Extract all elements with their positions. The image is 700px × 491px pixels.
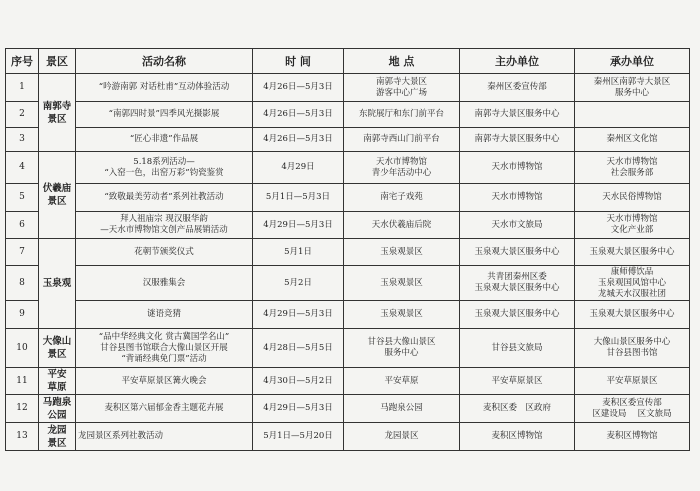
table-row — [6, 368, 690, 395]
host-unit: 甘谷县文旅局 — [460, 329, 575, 368]
activity-time: 4月29日 — [253, 152, 344, 184]
activity-time: 4月29日—5月3日 — [253, 212, 344, 239]
row-number: 5 — [6, 184, 39, 212]
activity-place: 南郭寺大景区 游客中心广场 — [344, 74, 460, 102]
header-row — [6, 49, 690, 74]
activity-time: 4月29日—5月3日 — [253, 395, 344, 423]
table-row — [6, 128, 690, 152]
activity-name: “品中华经典文化 赏古冀国学名山” 甘谷县图书馆联合大像山景区开展 “背诵经典免门票”活动 — [76, 329, 253, 368]
activity-place: 天水伏羲庙后院 — [344, 212, 460, 239]
organizer-unit: 秦州区文化馆 — [575, 128, 690, 152]
scenic-area: 南郭寺 景区 — [39, 74, 76, 152]
activity-time: 4月26日—5月3日 — [253, 102, 344, 128]
row-number: 3 — [6, 128, 39, 152]
activity-place: 马跑泉公园 — [344, 395, 460, 423]
activity-name: 谜语竞猜 — [76, 301, 253, 329]
activity-time: 5月2日 — [253, 266, 344, 301]
header-no: 序号 — [6, 49, 39, 74]
table-row — [6, 301, 690, 329]
table-row — [6, 329, 690, 368]
activity-place: 南宅子戏苑 — [344, 184, 460, 212]
organizer-unit: 麦积区委宣传部 区建设局 区文旅局 — [575, 395, 690, 423]
activity-time: 5月1日 — [253, 239, 344, 266]
organizer-unit: 康师傅饮品 玉泉观国风馆中心 龙城天水汉服社团 — [575, 266, 690, 301]
header-organizer: 承办单位 — [575, 49, 690, 74]
row-number: 4 — [6, 152, 39, 184]
row-number: 10 — [6, 329, 39, 368]
table-row — [6, 239, 690, 266]
host-unit: 平安草原景区 — [460, 368, 575, 395]
activity-place: 龙园景区 — [344, 423, 460, 451]
organizer-unit: 玉泉观大景区服务中心 — [575, 239, 690, 266]
organizer-unit: 秦州区南郭寺大景区 服务中心 — [575, 74, 690, 102]
host-unit: 天水市博物馆 — [460, 152, 575, 184]
host-unit: 玉泉观大景区服务中心 — [460, 239, 575, 266]
activity-name: 5.18系列活动— “入窑一色，出窑万彩”钧瓷鉴赏 — [76, 152, 253, 184]
row-number: 13 — [6, 423, 39, 451]
table-row — [6, 423, 690, 451]
organizer-unit: 天水市博物馆 文化产业部 — [575, 212, 690, 239]
activity-place: 甘谷县大像山景区 服务中心 — [344, 329, 460, 368]
organizer-unit: 麦积区博物馆 — [575, 423, 690, 451]
table-row — [6, 184, 690, 212]
activity-name: 花朝节颁奖仪式 — [76, 239, 253, 266]
activity-name: “南郭四时景”四季风光摄影展 — [76, 102, 253, 128]
row-number: 8 — [6, 266, 39, 301]
activity-place: 玉泉观景区 — [344, 301, 460, 329]
scenic-area: 马跑泉 公园 — [39, 395, 76, 423]
activity-place: 天水市博物馆 青少年活动中心 — [344, 152, 460, 184]
scenic-area: 伏羲庙 景区 — [39, 152, 76, 239]
host-unit: 南郭寺大景区服务中心 — [460, 128, 575, 152]
row-number: 11 — [6, 368, 39, 395]
header-activity: 活动名称 — [76, 49, 253, 74]
activity-time: 4月28日—5月5日 — [253, 329, 344, 368]
scenic-area: 玉泉观 — [39, 239, 76, 329]
table-row — [6, 102, 690, 128]
activity-name: 麦积区第六届郁金香主题花卉展 — [76, 395, 253, 423]
activity-place: 南郭寺西山门前平台 — [344, 128, 460, 152]
table-row — [6, 212, 690, 239]
organizer-unit: 大像山景区服务中心 甘谷县图书馆 — [575, 329, 690, 368]
table-row — [6, 395, 690, 423]
header-host: 主办单位 — [460, 49, 575, 74]
header-time: 时 间 — [253, 49, 344, 74]
row-number: 12 — [6, 395, 39, 423]
activity-name: 拜人祖庙宗 现汉服华韵 —天水市博物馆文创产品展销活动 — [76, 212, 253, 239]
table-row — [6, 266, 690, 301]
host-unit: 天水市博物馆 — [460, 184, 575, 212]
activity-place: 玉泉观景区 — [344, 266, 460, 301]
host-unit: 南郭寺大景区服务中心 — [460, 102, 575, 128]
activity-time: 4月26日—5月3日 — [253, 128, 344, 152]
host-unit: 玉泉观大景区服务中心 — [460, 301, 575, 329]
host-unit: 麦积区博物馆 — [460, 423, 575, 451]
activity-time: 5月1日—5月3日 — [253, 184, 344, 212]
activity-time: 4月29日—5月3日 — [253, 301, 344, 329]
activity-time: 4月30日—5月2日 — [253, 368, 344, 395]
activity-name: “致敬最美劳动者”系列社教活动 — [76, 184, 253, 212]
organizer-unit: 天水市博物馆 社会服务部 — [575, 152, 690, 184]
activity-time: 4月26日—5月3日 — [253, 74, 344, 102]
activity-name: 龙园景区系列社教活动 — [76, 423, 253, 451]
row-number: 1 — [6, 74, 39, 102]
table-row — [6, 152, 690, 184]
scenic-area: 平安 草原 — [39, 368, 76, 395]
host-unit: 天水市文旅局 — [460, 212, 575, 239]
row-number: 7 — [6, 239, 39, 266]
host-unit: 共青团秦州区委 玉泉观大景区服务中心 — [460, 266, 575, 301]
host-unit: 秦州区委宣传部 — [460, 74, 575, 102]
header-area: 景区 — [39, 49, 76, 74]
activity-place: 平安草原 — [344, 368, 460, 395]
activity-name: “吟游南郭 对话杜甫”互动体验活动 — [76, 74, 253, 102]
organizer-unit: 天水民俗博物馆 — [575, 184, 690, 212]
row-number: 2 — [6, 102, 39, 128]
header-place: 地 点 — [344, 49, 460, 74]
table-row — [6, 74, 690, 102]
activity-table — [5, 48, 690, 451]
organizer-unit — [575, 102, 690, 128]
scenic-area: 大像山 景区 — [39, 329, 76, 368]
activity-name: 汉服雅集会 — [76, 266, 253, 301]
scenic-area: 龙园 景区 — [39, 423, 76, 451]
organizer-unit: 平安草原景区 — [575, 368, 690, 395]
activity-time: 5月1日—5月20日 — [253, 423, 344, 451]
activity-place: 玉泉观景区 — [344, 239, 460, 266]
organizer-unit: 玉泉观大景区服务中心 — [575, 301, 690, 329]
row-number: 9 — [6, 301, 39, 329]
activity-name: 平安草原景区篝火晚会 — [76, 368, 253, 395]
activity-name: “匠心非遗”作品展 — [76, 128, 253, 152]
activity-place: 东院展厅和东门前平台 — [344, 102, 460, 128]
host-unit: 麦积区委 区政府 — [460, 395, 575, 423]
row-number: 6 — [6, 212, 39, 239]
